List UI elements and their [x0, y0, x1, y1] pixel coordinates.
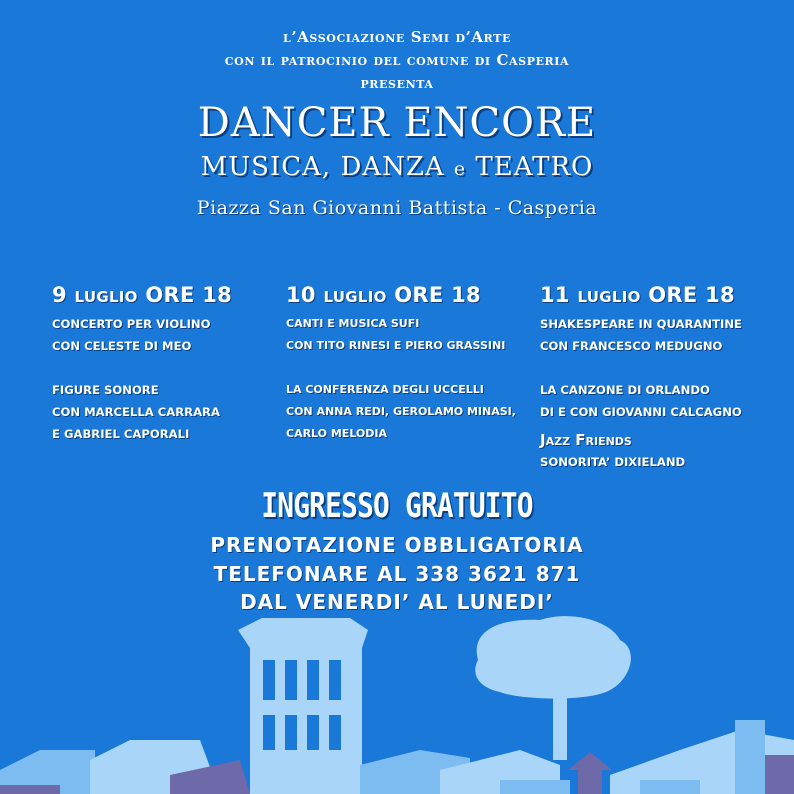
booking-required: PRENOTAZIONE OBBLIGATORIA — [210, 533, 584, 557]
event-line: CON MARCELLA CARRARA — [52, 405, 220, 419]
event-line: CARLO MELODIA — [286, 427, 388, 440]
skyline-block — [735, 720, 765, 794]
event-subtitle — [0, 152, 794, 182]
event-venue: Piazza San Giovanni Battista - Casperia — [196, 197, 598, 219]
day-heading — [52, 283, 292, 307]
day-column-3 — [540, 283, 780, 473]
subtitle-and: e — [453, 158, 467, 180]
days-line: DAL VENERDI’ AL LUNEDI’ — [240, 590, 554, 614]
house-roof — [568, 752, 612, 770]
event-line: SHAKESPEARE IN QUARANTINE — [540, 317, 742, 331]
day-month: LUGLIO — [323, 288, 387, 306]
day-month: LUGLIO — [74, 288, 138, 306]
skyline-block — [0, 785, 60, 794]
subtitle-end: TEATRO — [466, 152, 594, 182]
organizer-line: l’Associazione Semi d’Arte — [283, 28, 511, 46]
day-column-2 — [286, 283, 526, 445]
event-line: LA CANZONE DI ORLANDO — [540, 383, 710, 397]
day-heading — [286, 283, 526, 307]
event-line: CON FRANCESCO MEDUGNO — [540, 339, 723, 353]
day-number: 10 — [286, 283, 324, 307]
event-line: DI E CON GIOVANNI CALCAGNO — [540, 405, 742, 419]
day-month: LUGLIO — [577, 288, 641, 306]
tower-window — [329, 715, 341, 750]
tower-window — [285, 715, 297, 750]
tower-window — [263, 660, 275, 700]
town-skyline-illustration — [0, 600, 794, 794]
tower-window — [329, 660, 341, 700]
skyline-block — [640, 780, 700, 794]
tower-window — [285, 660, 297, 700]
day-time: ORE 18 — [640, 283, 735, 307]
event-line: FIGURE SONORE — [52, 383, 159, 397]
event-line: LA CONFERENZA DEGLI UCCELLI — [286, 383, 484, 396]
event-line: CON CELESTE DI MEO — [52, 339, 192, 353]
day-column-1 — [52, 283, 292, 445]
tower-window — [307, 660, 319, 700]
day-heading — [540, 283, 780, 307]
tree-crown — [475, 616, 631, 698]
house-wall — [578, 768, 602, 794]
event-line: E GABRIEL CAPORALI — [52, 427, 190, 441]
presents-line: presenta — [360, 74, 434, 92]
event-line: CON ANNA REDI, GEROLAMO MINASI, — [286, 405, 516, 418]
event-line: CON TITO RINESI E PIERO GRASSINI — [286, 339, 506, 352]
event-block — [52, 313, 292, 445]
day-time: ORE 18 — [386, 283, 481, 307]
skyline-block — [765, 755, 794, 794]
day-time: ORE 18 — [137, 283, 233, 307]
event-line: SONORITA’ DIXIELAND — [540, 455, 686, 469]
tower-window — [263, 715, 275, 750]
free-entry-heading: INGRESSO GRATUITO — [261, 486, 533, 526]
patronage-line: con il patrocinio del comune di Casperia — [224, 51, 570, 69]
phone-line: TELEFONARE AL 338 3621 871 — [213, 562, 581, 586]
event-title: DANCER ENCORE — [197, 100, 597, 146]
day-number: 9 — [52, 283, 75, 307]
event-block — [540, 313, 780, 473]
event-block — [286, 313, 526, 445]
subtitle-main: MUSICA, DANZA — [200, 152, 454, 182]
skyline-block — [500, 780, 570, 794]
bell-tower — [238, 618, 368, 794]
tower-window — [307, 715, 319, 750]
tree-trunk — [553, 690, 567, 760]
event-line: CONCERTO PER VIOLINO — [52, 317, 211, 331]
day-number: 11 — [540, 283, 578, 307]
event-line: CANTI E MUSICA SUFI — [286, 317, 420, 330]
event-line: Jazz Friends — [540, 431, 632, 449]
